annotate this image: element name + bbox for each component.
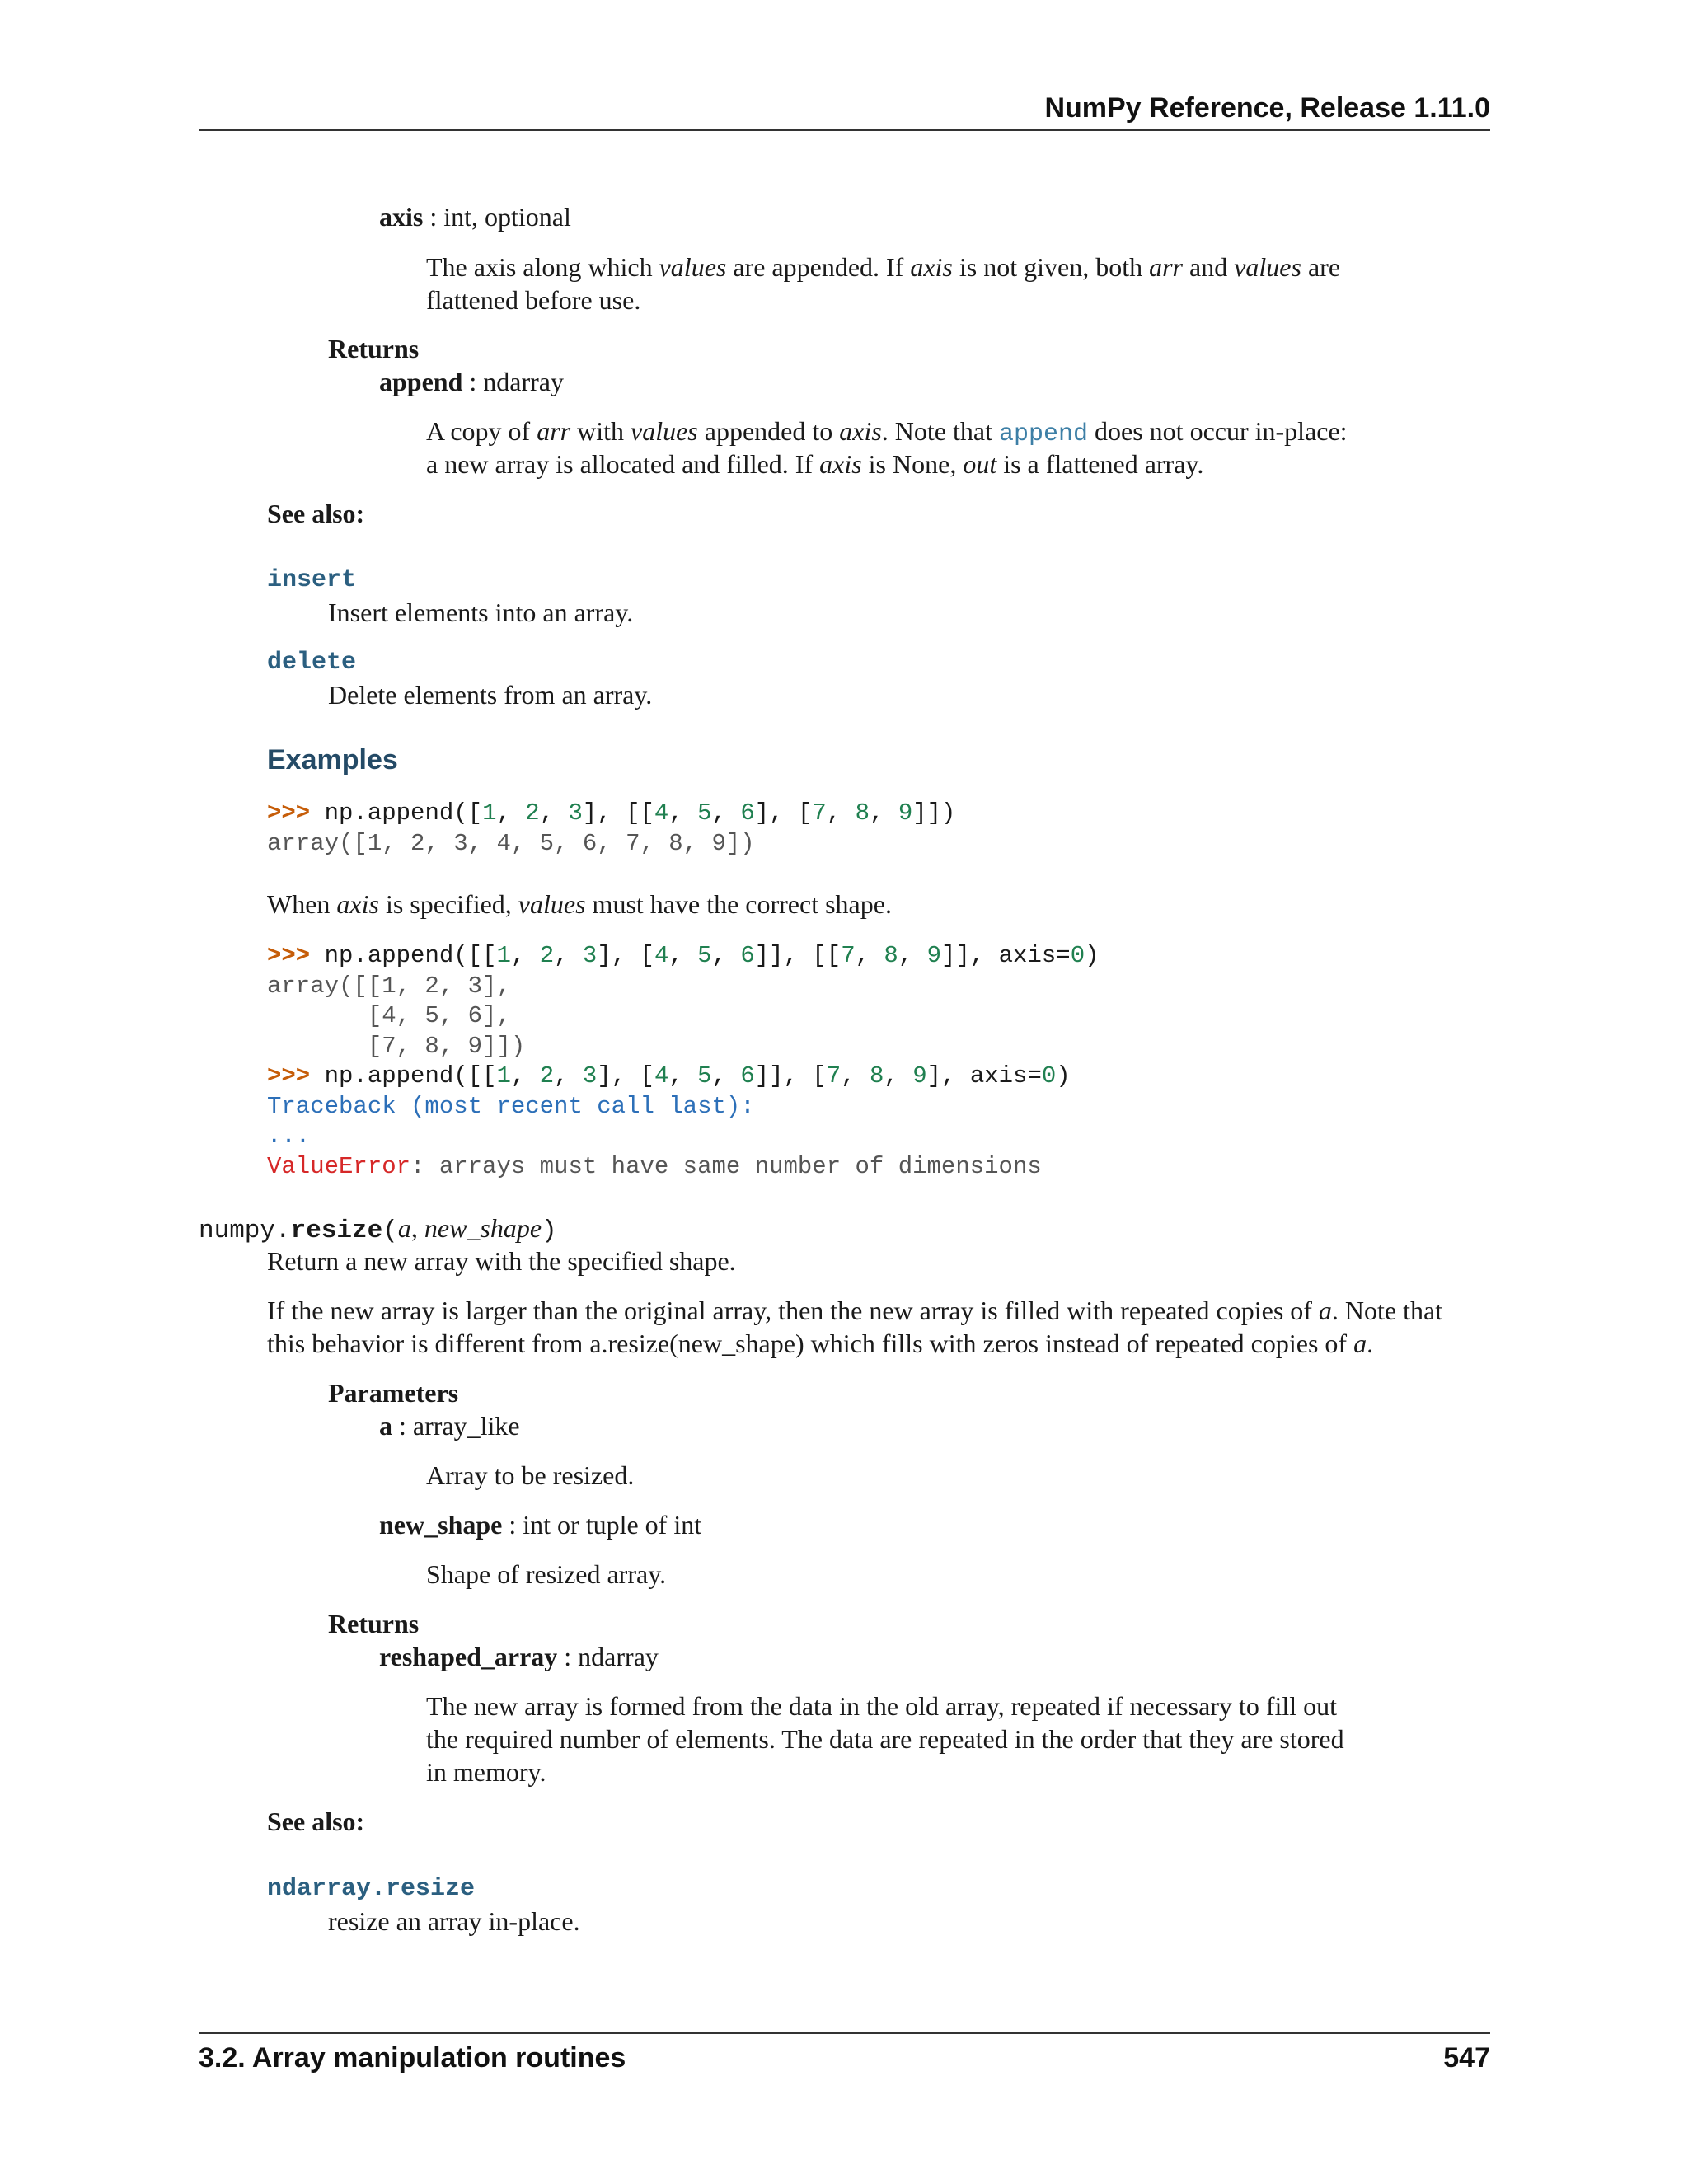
code-block-1: >>> np.append([1, 2, 3], [[4, 5, 6], [7, 8, 9]]) array([1, 2, 3, 4, 5, 6, 7, 8, 9]) [267,799,956,857]
param-a: a : array_like [379,1411,520,1441]
param-new-shape: new_shape : int or tuple of int [379,1510,702,1540]
footer-section: 3.2. Array manipulation routines [199,2042,626,2074]
examples-text: When axis is specified, values must have the correct shape. [267,889,892,919]
code-block-2: >>> np.append([[1, 2, 3], [4, 5, 6]], [[7, 8, 9]], axis=0) array([[1, 2, 3], [4, 5, 6], [7, 8, 9]]) >>> np.append([[1, 2, 3], [4, 5, 6]], [7, 8, 9], axis=0) Traceback (most recent call last): ... ValueError: arrays must have same number of dimensions [267,942,1100,1180]
see-also-ndarray-resize-desc: resize an array in-place. [328,1906,580,1936]
returns-label: Returns [328,334,420,363]
resize-see-also-label: See also: [267,1807,365,1836]
return-desc-line1: The new array is formed from the data in the old array, repeated if necessary to fill out [426,1691,1338,1721]
param-axis-desc-line2: flattened before use. [426,285,641,315]
param-axis: axis : int, optional [379,202,571,232]
resize-desc-line2: this behavior is different from a.resize(new_shape) which fills with zeros instead of repeated copies of a. [267,1329,1374,1358]
return-append-desc: A copy of arr with values appended to axis. Note that append does not occur in-place: [426,416,1348,448]
param-a-desc: Array to be resized. [426,1460,635,1490]
see-also-delete-desc: Delete elements from an array. [328,680,653,710]
return-append-desc-line2: a new array is allocated and filled. If axis is None, out is a flattened array. [426,449,1204,479]
return-reshaped-array: reshaped_array : ndarray [379,1642,659,1671]
header-rule [199,129,1490,131]
return-desc-line2: the required number of elements. The data are repeated in the order that they are stored [426,1724,1344,1754]
see-also-delete-link[interactable]: delete [267,649,357,677]
see-also-ndarray-resize-link[interactable]: ndarray.resize [267,1875,476,1903]
resize-desc-line1: If the new array is larger than the original array, then the new array is filled with repeated copies of a. Note that [267,1296,1443,1325]
parameters-label: Parameters [328,1378,459,1408]
return-append: append : ndarray [379,367,564,396]
page-header-title: NumPy Reference, Release 1.11.0 [1044,92,1490,124]
return-desc-line3: in memory. [426,1757,546,1787]
resize-summary: Return a new array with the specified shape. [267,1246,736,1276]
see-also-insert-desc: Insert elements into an array. [328,598,634,627]
footer-rule [199,2032,1490,2034]
footer-page-number: 547 [1443,2042,1490,2074]
param-axis-desc: The axis along which values are appended. If axis is not given, both arr and values are [426,252,1341,282]
see-also-insert-link[interactable]: insert [267,566,357,594]
resize-signature: numpy.resize(a, new_shape) [199,1213,557,1245]
see-also-label: See also: [267,499,365,528]
examples-heading: Examples [267,744,398,776]
append-code-link[interactable]: append [998,420,1089,448]
resize-returns-label: Returns [328,1609,420,1638]
param-new-shape-desc: Shape of resized array. [426,1559,667,1589]
